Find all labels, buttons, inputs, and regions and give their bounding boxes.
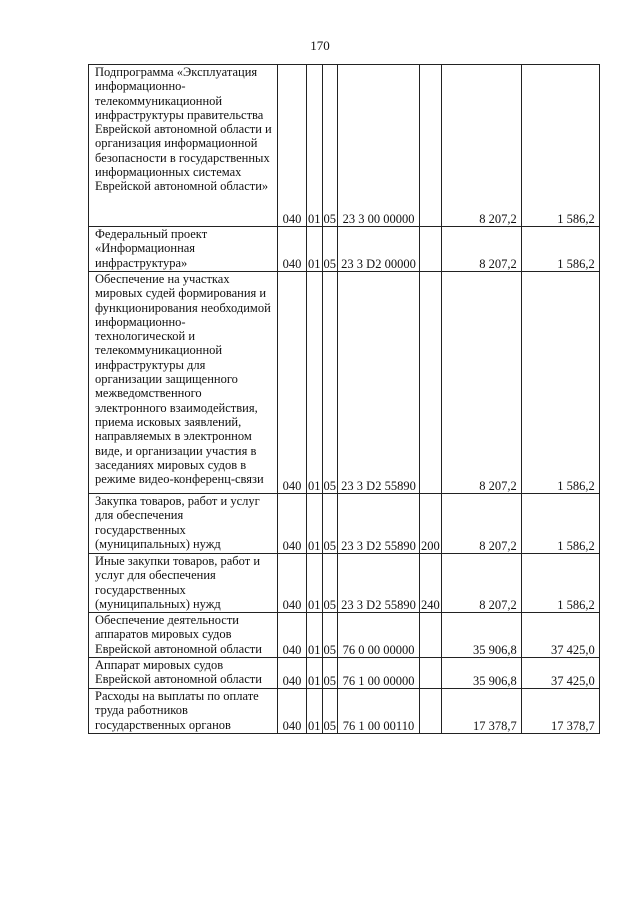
row-year1: 8 207,2: [441, 554, 521, 613]
row-year1: 8 207,2: [441, 227, 521, 272]
row-csr: 76 1 00 00000: [338, 658, 420, 689]
row-vr: [420, 658, 442, 689]
row-vr: [420, 689, 442, 734]
row-rz: 01: [307, 689, 323, 734]
row-vr: 200: [420, 494, 442, 554]
row-name: Закупка товаров, работ и услуг для обеспечения государственных (муниципальных) нужд: [89, 494, 278, 554]
row-year2: 1 586,2: [521, 494, 599, 554]
row-year1: 8 207,2: [441, 494, 521, 554]
row-year1: 8 207,2: [441, 65, 521, 227]
row-year2: 37 425,0: [521, 658, 599, 689]
table-row: [89, 227, 600, 272]
row-year2: 17 378,7: [521, 689, 599, 734]
row-vr: [420, 65, 442, 227]
row-rz: 01: [307, 554, 323, 613]
row-year2: 1 586,2: [521, 65, 599, 227]
row-ved: 040: [278, 613, 307, 658]
row-csr: 23 3 D2 55890: [338, 494, 420, 554]
row-vr: [420, 272, 442, 494]
row-pr: 05: [322, 227, 338, 272]
row-pr: 05: [322, 65, 338, 227]
row-rz: 01: [307, 65, 323, 227]
row-csr: 76 0 00 00000: [338, 613, 420, 658]
row-pr: 05: [322, 658, 338, 689]
row-rz: 01: [307, 227, 323, 272]
row-year2: 1 586,2: [521, 227, 599, 272]
row-name: Аппарат мировых судов Еврейской автономной области: [89, 658, 278, 689]
row-pr: 05: [322, 494, 338, 554]
row-year2: 1 586,2: [521, 272, 599, 494]
row-pr: 05: [322, 554, 338, 613]
row-csr: 23 3 D2 00000: [338, 227, 420, 272]
table-row: [89, 494, 600, 554]
row-csr: 76 1 00 00110: [338, 689, 420, 734]
row-year1: 8 207,2: [441, 272, 521, 494]
row-pr: 05: [322, 689, 338, 734]
row-csr: 23 3 D2 55890: [338, 554, 420, 613]
row-year1: 17 378,7: [441, 689, 521, 734]
row-csr: 23 3 00 00000: [338, 65, 420, 227]
row-ved: 040: [278, 689, 307, 734]
row-name: Расходы на выплаты по оплате труда работников государственных органов: [89, 689, 278, 734]
table-row: [89, 689, 600, 734]
row-ved: 040: [278, 658, 307, 689]
page-number: 170: [310, 38, 330, 53]
row-rz: 01: [307, 613, 323, 658]
table-row: [89, 658, 600, 689]
row-rz: 01: [307, 658, 323, 689]
row-year1: 35 906,8: [441, 613, 521, 658]
row-year2: 1 586,2: [521, 554, 599, 613]
row-ved: 040: [278, 494, 307, 554]
row-ved: 040: [278, 65, 307, 227]
row-rz: 01: [307, 272, 323, 494]
row-vr: [420, 613, 442, 658]
row-name: Обеспечение на участках мировых судей формирования и функционирования необходимой информационно-технологической и телекоммуникационной инфраструктуры для организации защищенного межведомственного электронного взаимодействия, приема исковых заявлений, направляемых в электронном виде, и организации участия в заседаниях мировых судов в режиме видео-конференц-связи: [89, 272, 278, 494]
row-vr: [420, 227, 442, 272]
row-year1: 35 906,8: [441, 658, 521, 689]
table-row: [89, 613, 600, 658]
row-pr: 05: [322, 613, 338, 658]
row-name: Подпрограмма «Эксплуатация информационно-телекоммуникационной инфраструктуры правительства Еврейской автономной области и организация информационной безопасности в государственных информационных системах Еврейской автономной области»: [89, 65, 278, 227]
table-row: [89, 554, 600, 613]
table-row: [89, 65, 600, 227]
row-name: Федеральный проект «Информационная инфраструктура»: [89, 227, 278, 272]
row-pr: 05: [322, 272, 338, 494]
row-rz: 01: [307, 494, 323, 554]
budget-table: [88, 64, 600, 734]
row-ved: 040: [278, 554, 307, 613]
row-vr: 240: [420, 554, 442, 613]
row-year2: 37 425,0: [521, 613, 599, 658]
row-ved: 040: [278, 227, 307, 272]
row-name: Иные закупки товаров, работ и услуг для обеспечения государственных (муниципальных) нужд: [89, 554, 278, 613]
row-csr: 23 3 D2 55890: [338, 272, 420, 494]
table-row: [89, 272, 600, 494]
row-name: Обеспечение деятельности аппаратов мировых судов Еврейской автономной области: [89, 613, 278, 658]
row-ved: 040: [278, 272, 307, 494]
